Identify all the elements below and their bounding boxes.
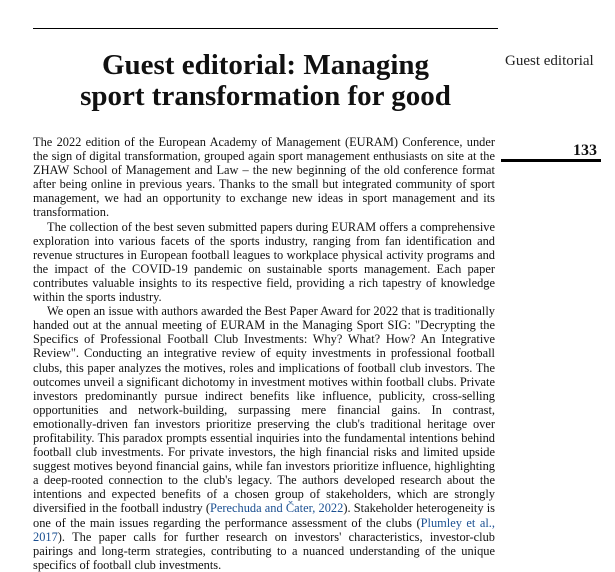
paragraph-3 [33,304,495,572]
paragraph-3-text-a: We open an issue with authors awarded the Best Paper Award for 2022 that is traditionally handed out at the annual meeting of EURAM in the Managing Sport SIG: "Decrypting the Specifics of Professional Football Club Investments: Why? What? How? An Integrative Review". Conducting an integrative review of equity investments in professional football clubs, this paper analyzes the motives, roles and implications of football club investors. The outcomes unveil a significant dichotomy in investment motives within football clubs. Private investors predominantly pursue indirect benefits like influence, publicity, cross-selling opportunities and network-building, surpassing mere financial gains. In contrast, emotionally-driven fan investors prioritize preserving the club's traditional heritage over profitability. This paradox prompts essential inquiries into the fundamental intentions behind football club investments. For private investors, the high financial risks and limited upside suggest motives beyond financial gains, while fan investors prioritize influence, highlighting a deep-rooted connection to the club's legacy. The authors developed research about the intentions and expected benefits of a chosen group of stakeholders, which are strongly diversified in the football industry ( [33,304,495,516]
page-number: 133 [573,142,597,159]
top-rule [33,28,498,29]
paragraph-1: The 2022 edition of the European Academy of Management (EURAM) Conference, under the sign of digital transformation, grouped again sport management enthusiasts on site at the ZHAW School of Management and Law – the new beginning of the old conference format after being online in previous years. Thanks to the small but integrated community of sport management, we had an opportunity to exchange new ideas in sport management and its transformation. [33,135,495,220]
paragraph-3-text-c: ). The paper calls for further research on investors' characteristics, investor-club pairings and long-term strategies, contributing to a nuanced understanding of the unique specifics of football club investments. [33,529,495,572]
page-title [33,50,498,112]
citation-plumley[interactable]: Plumley et al., 2017 [33,515,495,544]
page-number-rule [501,159,601,162]
title-line-2: sport transformation for good [80,80,451,112]
article-body [33,135,495,572]
paragraph-3-text-b: ). Stakeholder heterogeneity is one of the main issues regarding the performance assessment of the clubs ( [33,501,495,530]
citation-perechuda-cater[interactable]: Perechuda and Čater, 2022 [210,501,344,516]
running-head: Guest editorial [505,53,594,69]
paragraph-2: The collection of the best seven submitted papers during EURAM offers a comprehensive exploration into various facets of the sports industry, ranging from fan identification and revenue structures in European football leagues to workplace physical activity programs and the impact of the COVID-19 pandemic on sustainable sports management. Each paper contributes valuable insights to its respective field, providing a rich tapestry of knowledge within the sports industry. [33,219,495,305]
title-line-1: Guest editorial: Managing [101,49,430,81]
